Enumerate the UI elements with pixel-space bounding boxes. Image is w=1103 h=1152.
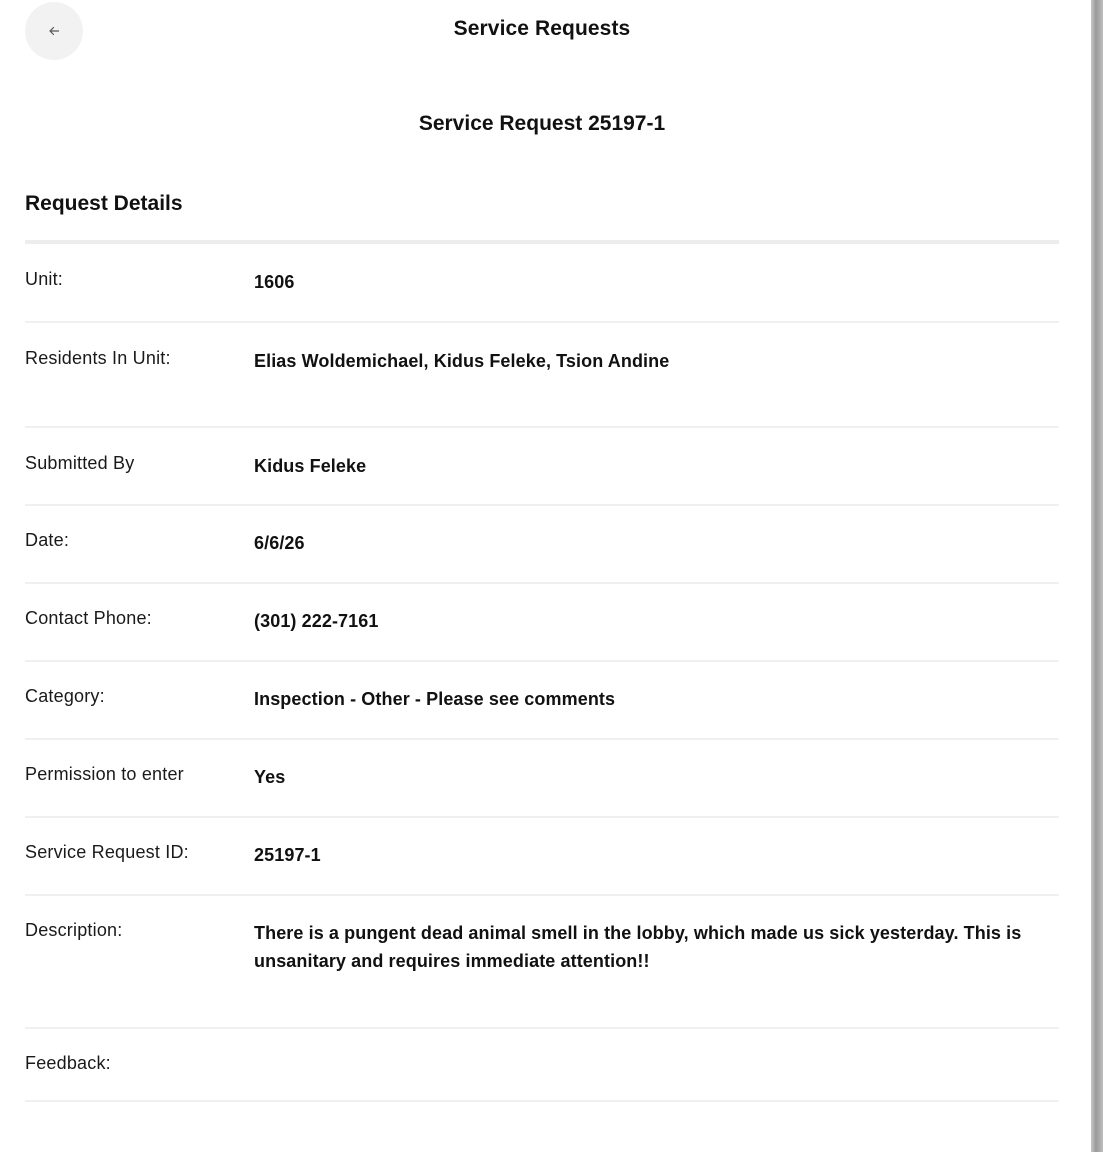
detail-value: 25197-1 [254, 845, 321, 865]
section-title: Request Details [25, 192, 183, 215]
detail-label: Contact Phone: [25, 608, 152, 628]
window-edge-scrollbar[interactable] [1091, 0, 1103, 1152]
detail-value: There is a pungent dead animal smell in the lobby, which made us sick yesterday. This is unsanitary and requires immediate attention!! [254, 923, 1022, 971]
detail-row-date [25, 506, 1059, 584]
detail-row-category [25, 662, 1059, 740]
detail-value: Yes [254, 767, 286, 787]
detail-row-description [25, 896, 1059, 1029]
detail-value: Elias Woldemichael, Kidus Feleke, Tsion Andine [254, 351, 670, 371]
detail-label: Service Request ID: [25, 842, 189, 862]
detail-row-submitted-by [25, 428, 1059, 506]
detail-label: Submitted By [25, 453, 135, 473]
detail-value: 6/6/26 [254, 533, 305, 553]
detail-value: 1606 [254, 272, 295, 292]
detail-label: Permission to enter [25, 764, 184, 784]
detail-label: Date: [25, 530, 70, 550]
detail-label: Unit: [25, 269, 64, 289]
detail-row-feedback [25, 1029, 1059, 1102]
request-details-list [25, 244, 1059, 1102]
request-title: Service Request 25197-1 [418, 112, 666, 135]
detail-row-request-id [25, 818, 1059, 896]
detail-label: Feedback: [25, 1053, 111, 1073]
detail-row-residents [25, 323, 1059, 428]
detail-value: Kidus Feleke [254, 456, 367, 476]
detail-label: Category: [25, 686, 105, 706]
detail-label: Residents In Unit: [25, 348, 171, 368]
detail-value: (301) 222-7161 [254, 611, 379, 631]
detail-row-unit [25, 244, 1059, 323]
detail-row-contact-phone [25, 584, 1059, 662]
page-title: Service Requests [453, 17, 631, 40]
detail-row-permission [25, 740, 1059, 818]
detail-value: Inspection - Other - Please see comments [254, 689, 616, 709]
detail-label: Description: [25, 920, 123, 940]
